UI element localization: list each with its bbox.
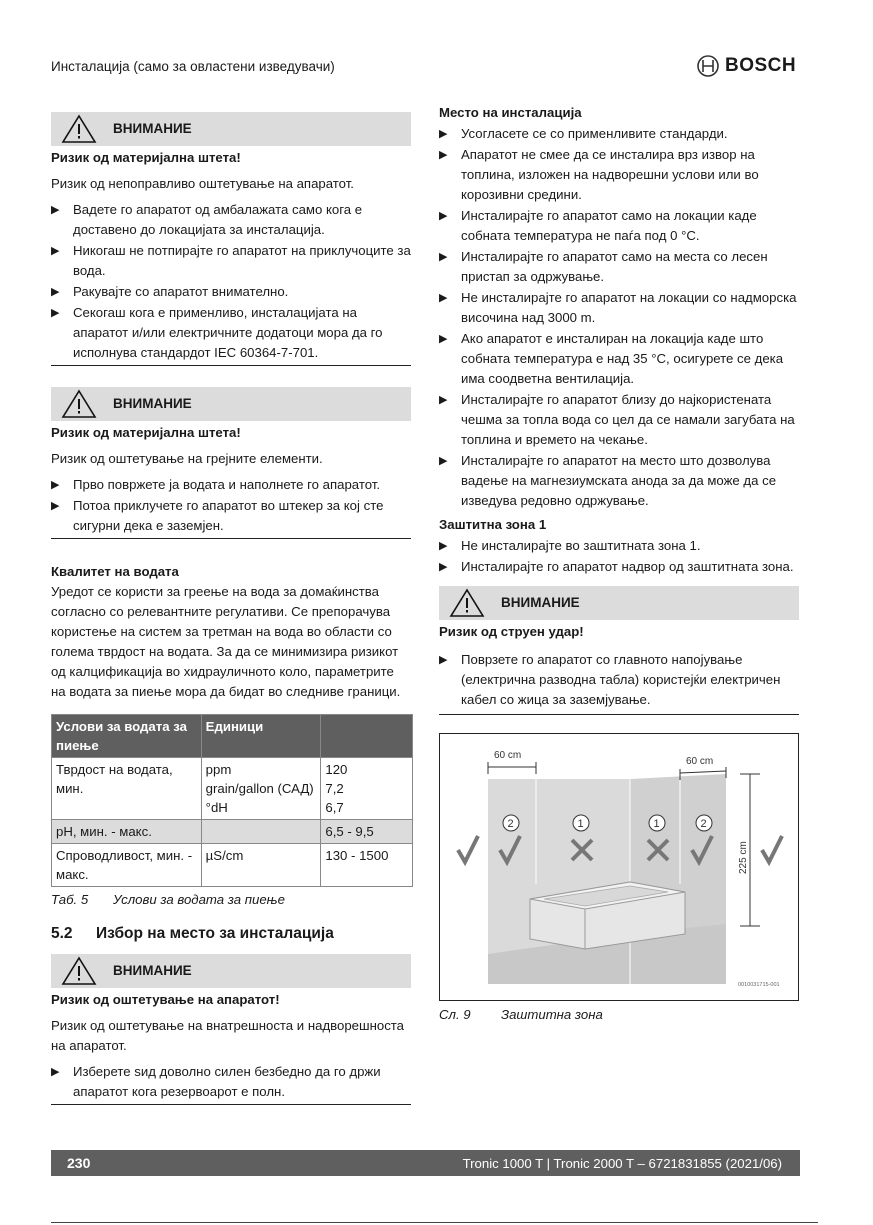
running-header: Инсталација (само за овластени изведувачи) (51, 59, 335, 74)
check-icon (458, 836, 478, 862)
list-item: ▶ Апаратот не смее да се инсталира врз извор на топлина, изложен на надворешни услови или во корозивни средини. (439, 145, 799, 205)
table-cell: 130 - 1500 (321, 844, 413, 887)
divider (51, 538, 411, 539)
warning-block-3 (51, 954, 411, 1105)
list-item: ▶ Изберете ѕид доволно силен безбедно да го држи апаратот кога резервоарот е полн. (51, 1062, 411, 1102)
bullet-list (439, 536, 799, 577)
risk-heading: Ризик од материјална штета! (51, 425, 241, 440)
warning-block-4 (439, 586, 799, 715)
divider (51, 365, 411, 366)
list-item: ▶ Ракувајте со апаратот внимателно. (51, 282, 411, 302)
protection-zone-diagram (440, 734, 798, 1000)
section-title: Избор на место за инсталација (96, 925, 334, 942)
list-item: ▶ Инсталирајте го апаратот на место што дозволува вадење на магнезиумската анода за да може да се изведува редовно одржување. (439, 451, 799, 511)
table-row (52, 820, 413, 844)
warning-label: ВНИМАНИЕ (113, 963, 192, 978)
water-quality-text: Уредот се користи за греење на вода за домаќинства согласно со релевантните регулативи. Се препорачува користење на систем за третман на вода во области со голема тврдост на водата. За да се минимизира ризикот од калцификација во хидрауличното коло, параметрите на водата за пиење мора да бидат во следниве граници. (51, 584, 401, 699)
risk-heading: Ризик од оштетување на апаратот! (51, 992, 280, 1007)
figure-caption (439, 1007, 603, 1022)
table-cell: 6,5 - 9,5 (321, 820, 413, 844)
divider (439, 714, 799, 715)
brand-name: BOSCH (725, 55, 797, 76)
water-quality-section (51, 562, 411, 702)
bullet-list (439, 650, 799, 710)
table-caption-number: Таб. 5 (51, 892, 89, 907)
bullet-list (51, 200, 411, 363)
list-item: ▶ Инсталирајте го апаратот надвор од заштитната зона. (439, 557, 799, 577)
warning-banner (439, 586, 799, 620)
warning-block-1 (51, 112, 411, 366)
location-section (439, 103, 799, 578)
warning-text: Ризик од непоправливо оштетување на апаратот. (51, 176, 354, 191)
list-item: ▶ Не инсталирајте во заштитната зона 1. (439, 536, 799, 556)
list-item: ▶ Ако апаратот е инсталиран на локација каде што собната температура е над 35 °C, осигурете се дека има соодветна вентилација. (439, 329, 799, 389)
zone-heading: Заштитна зона 1 (439, 517, 547, 532)
table-row (52, 844, 413, 887)
dim-label-left: 60 cm (494, 750, 522, 761)
figure-caption-text: Заштитна зона (501, 1007, 603, 1022)
water-quality-table (51, 714, 413, 887)
figure-code: 0010031715-001 (738, 982, 780, 988)
warning-banner (51, 112, 411, 146)
figure-caption-number: Сл. 9 (439, 1007, 471, 1022)
zone-2-marker: 2 (507, 818, 514, 830)
page-number: 230 (67, 1155, 91, 1171)
warning-banner (51, 954, 411, 988)
list-item: ▶ Не инсталирајте го апаратот на локации со надморска височина над 3000 m. (439, 288, 799, 328)
list-item: ▶ Потоа приклучете го апаратот во штекер за кој сте сигурни дека е заземјен. (51, 496, 411, 536)
list-item: ▶ Вадете го апаратот од амбалажата само кога е доставено до локацијата за инсталација. (51, 200, 411, 240)
risk-heading: Ризик од струен удар! (439, 624, 584, 639)
dim-label-right: 60 cm (686, 756, 714, 767)
column-header: Услови за водата за пиење (52, 715, 202, 758)
table-cell: Тврдост на водата, мин. (52, 758, 202, 820)
column-header (321, 715, 413, 758)
list-item: ▶ Усогласете се со применливите стандарди. (439, 124, 799, 144)
water-quality-heading: Квалитет на водата (51, 564, 179, 579)
warning-block-2 (51, 387, 411, 539)
bottom-rule (51, 1222, 818, 1223)
check-icon (762, 836, 782, 862)
warning-label: ВНИМАНИЕ (113, 396, 192, 411)
warning-banner (51, 387, 411, 421)
zone-1-marker: 1 (577, 818, 584, 830)
zone-2-marker: 2 (700, 818, 707, 830)
warning-triangle-icon (61, 956, 97, 986)
bullet-list (51, 475, 411, 536)
document-reference: Tronic 1000 T | Tronic 2000 T – 6721831855 (2021/06) (462, 1155, 782, 1171)
table-cell: pH, мин. - макс. (52, 820, 202, 844)
warning-label: ВНИМАНИЕ (113, 121, 192, 136)
table-cell: Спроводливост, мин. - макс. (52, 844, 202, 887)
zone-1-marker: 1 (653, 818, 660, 830)
table-cell (201, 820, 321, 844)
divider (51, 1104, 411, 1105)
column-header: Единици (201, 715, 321, 758)
warning-text: Ризик од оштетување на внатрешноста и надворешноста на апаратот. (51, 1018, 405, 1053)
table-cell: 120 7,2 6,7 (321, 758, 413, 820)
dim-label-height: 225 cm (738, 841, 749, 874)
list-item: ▶ Прво повржете ја водата и наполнете го апаратот. (51, 475, 411, 495)
bosch-armature-icon (697, 55, 719, 77)
list-item: ▶ Инсталирајте го апаратот само на локации каде собната температура не паѓа под 0 °C. (439, 206, 799, 246)
list-item: ▶ Никогаш не потпирајте го апаратот на приклучоците за вода. (51, 241, 411, 281)
warning-triangle-icon (61, 389, 97, 419)
bosch-logo (697, 55, 796, 77)
list-item: ▶ Секогаш кога е применливо, инсталацијата на апаратот и/или електричните додатоци мора да го исполнува стандардот IEC 60364-7-701. (51, 303, 411, 363)
bullet-list (439, 124, 799, 511)
table-caption-text: Услови за водата за пиење (113, 892, 285, 907)
table-cell: ppm grain/gallon (САД) °dH (201, 758, 321, 820)
table-row (52, 758, 413, 820)
table-caption (51, 890, 411, 910)
warning-text: Ризик од оштетување на грејните елементи. (51, 451, 323, 466)
warning-label: ВНИМАНИЕ (501, 595, 580, 610)
table-header-row (52, 715, 413, 758)
section-number: 5.2 (51, 925, 73, 942)
list-item: ▶ Инсталирајте го апаратот близу до најкористената чешма за топла вода со цел да се намали загубата на топлина и времето на чекање. (439, 390, 799, 450)
risk-heading: Ризик од материјална штета! (51, 150, 241, 165)
bullet-list (51, 1062, 411, 1102)
table-cell: µS/cm (201, 844, 321, 887)
warning-triangle-icon (449, 588, 485, 618)
location-heading: Место на инсталација (439, 105, 582, 120)
section-heading (51, 925, 334, 943)
list-item: ▶ Инсталирајте го апаратот само на места со лесен пристап за одржување. (439, 247, 799, 287)
list-item: ▶ Поврзете го апаратот со главното напојување (електрична разводна табла) користејќи електричен кабел со жица за заземјување. (439, 650, 799, 710)
protection-zone-figure (439, 733, 799, 1001)
water-quality-table-wrap (51, 714, 411, 910)
warning-triangle-icon (61, 114, 97, 144)
page-footer (51, 1150, 800, 1176)
